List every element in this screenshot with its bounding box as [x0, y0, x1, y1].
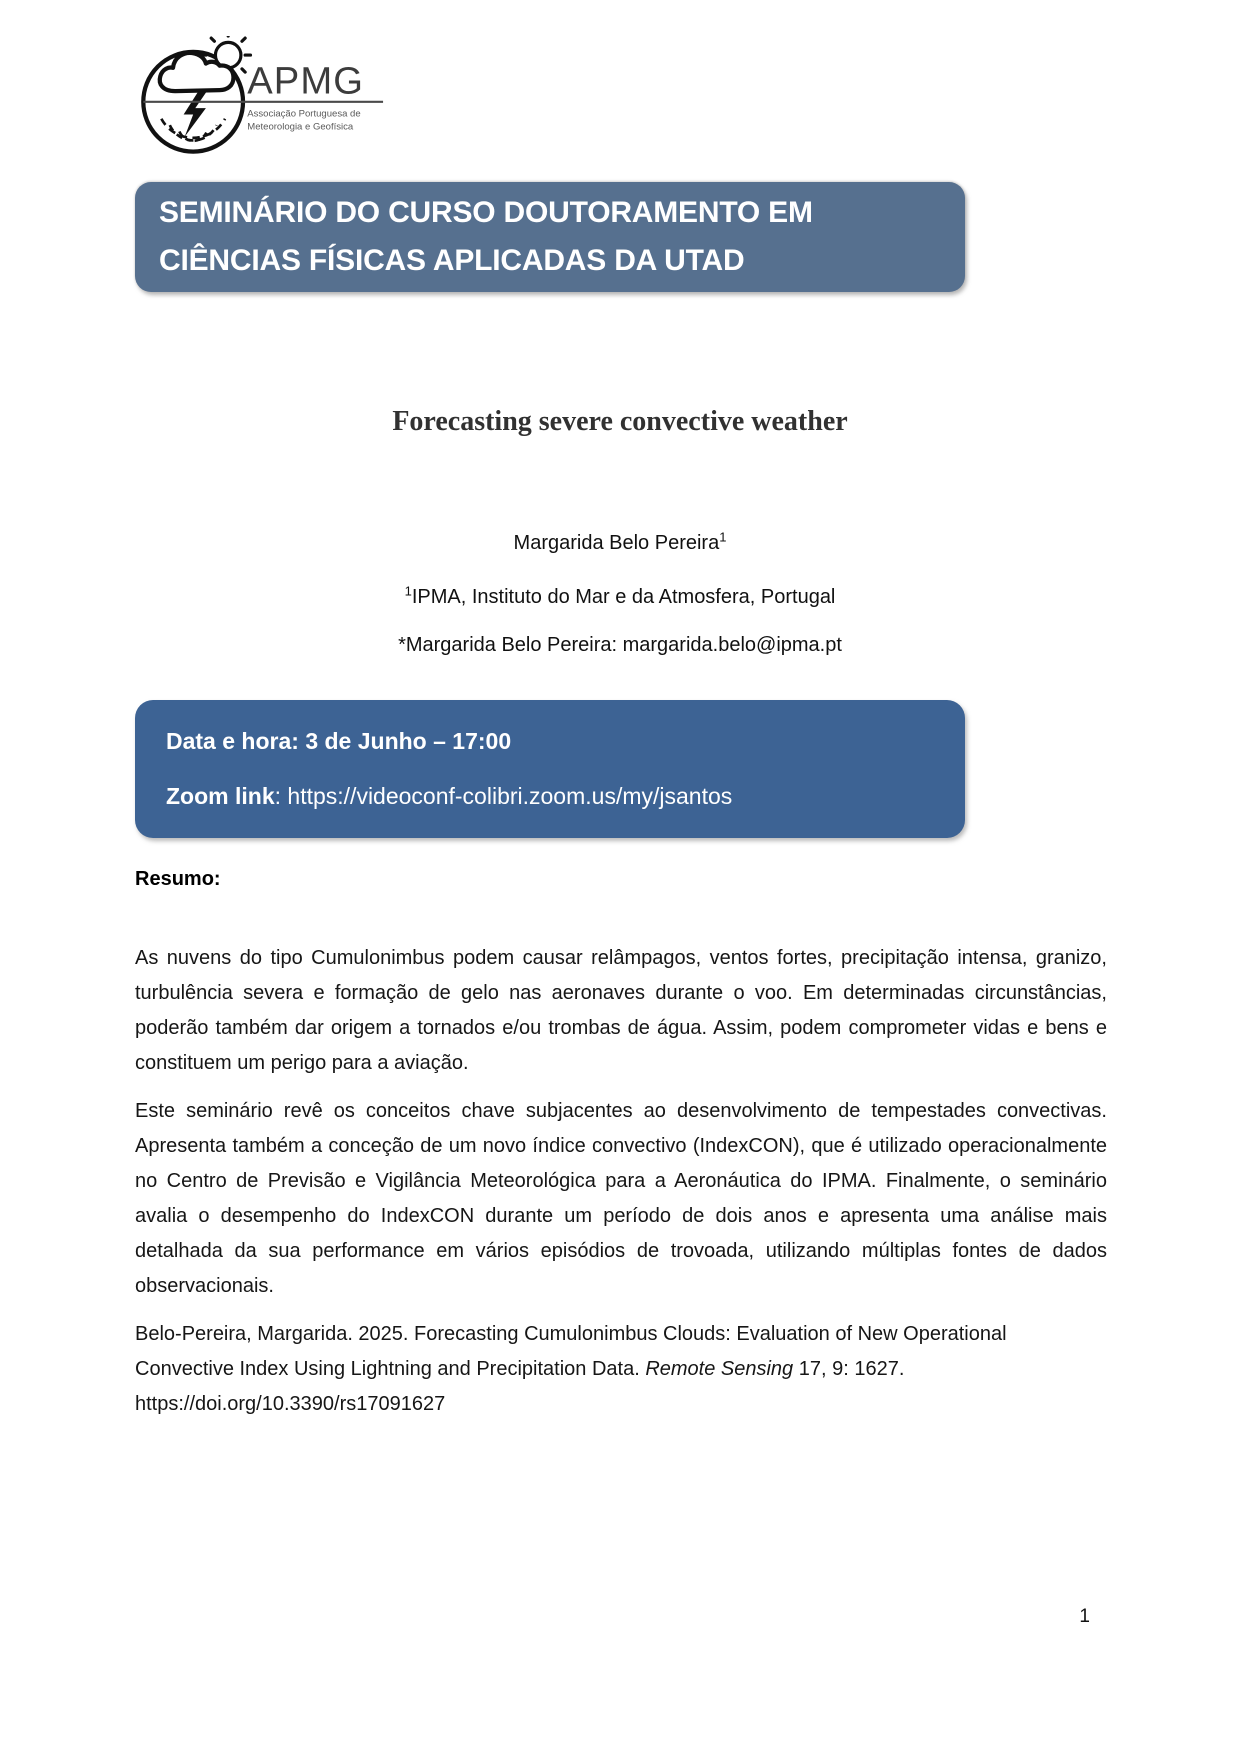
abstract-body — [135, 941, 1107, 1422]
contact-line: *Margarida Belo Pereira: margarida.belo@ipma.pt — [398, 634, 842, 656]
logo-subtitle-line1: Associação Portuguesa de — [247, 108, 361, 120]
citation-text: Belo-Pereira, Margarida. 2025. Forecasting Cumulonimbus Clouds: Evaluation of New Operational Convective Index Using Lightning and Precipitation Data. — [135, 1323, 1007, 1380]
seminar-title: Forecasting severe convective weather — [392, 406, 848, 437]
logo-subtitle-line2: Meteorologia e Geofísica — [247, 121, 354, 133]
apmg-logo — [130, 36, 390, 158]
zoom-link-url[interactable]: https://videoconf-colibri.zoom.us/my/jsantos — [287, 783, 733, 809]
event-info-box — [135, 700, 965, 838]
affiliation-superscript: 1 — [404, 583, 412, 599]
author-line — [135, 529, 1105, 555]
affiliation-text: IPMA, Instituto do Mar e da Atmosfera, Portugal — [411, 586, 836, 608]
author-superscript: 1 — [719, 529, 727, 545]
citation-doi[interactable]: 17, 9: 1627. https://doi.org/10.3390/rs17091627 — [135, 1358, 905, 1415]
abstract-heading: Resumo: — [135, 868, 221, 890]
weather-logo-icon — [130, 36, 390, 158]
abstract-paragraph-2: Este seminário revê os conceitos chave subjacentes ao desenvolvimento de tempestades convectivas. Apresenta também a conceção de um novo índice convectivo (IndexCON), que é utilizado operacionalmente no Centro de Previsão e Vigilância Meteorológica para a Aeronáutica do IPMA. Finalmente, o seminário avalia o desempenho do IndexCON durante um período de dois anos e apresenta uma análise mais detalhada da sua performance em vários episódios de trovoada, utilizando múltiplas fontes de dados observacionais. — [135, 1100, 1107, 1297]
citation-paragraph — [135, 1317, 1107, 1422]
author-name: Margarida Belo Pereira — [513, 532, 720, 554]
zoom-link-separator: : — [274, 783, 288, 809]
banner-title-line1: SEMINÁRIO DO CURSO DOUTORAMENTO EM — [159, 196, 813, 229]
date-time-line: Data e hora: 3 de Junho – 17:00 — [166, 728, 512, 754]
citation-journal-name: Remote Sensing — [645, 1358, 794, 1380]
zoom-link-label: Zoom link — [166, 783, 275, 809]
affiliation-line — [135, 583, 1105, 609]
seminar-banner — [135, 182, 965, 292]
logo-acronym: APMG — [247, 59, 364, 103]
banner-title-line2: CIÊNCIAS FÍSICAS APLICADAS DA UTAD — [159, 244, 745, 277]
page-number: 1 — [1079, 1606, 1090, 1627]
abstract-paragraph-1: As nuvens do tipo Cumulonimbus podem causar relâmpagos, ventos fortes, precipitação intensa, granizo, turbulência severa e formação de gelo nas aeronaves durante o voo. Em determinadas circunstâncias, poderão também dar origem a tornados e/ou trombas de água. Assim, podem comprometer vidas e bens e constituem um perigo para a aviação. — [135, 947, 1107, 1074]
zoom-link-line — [166, 782, 934, 810]
